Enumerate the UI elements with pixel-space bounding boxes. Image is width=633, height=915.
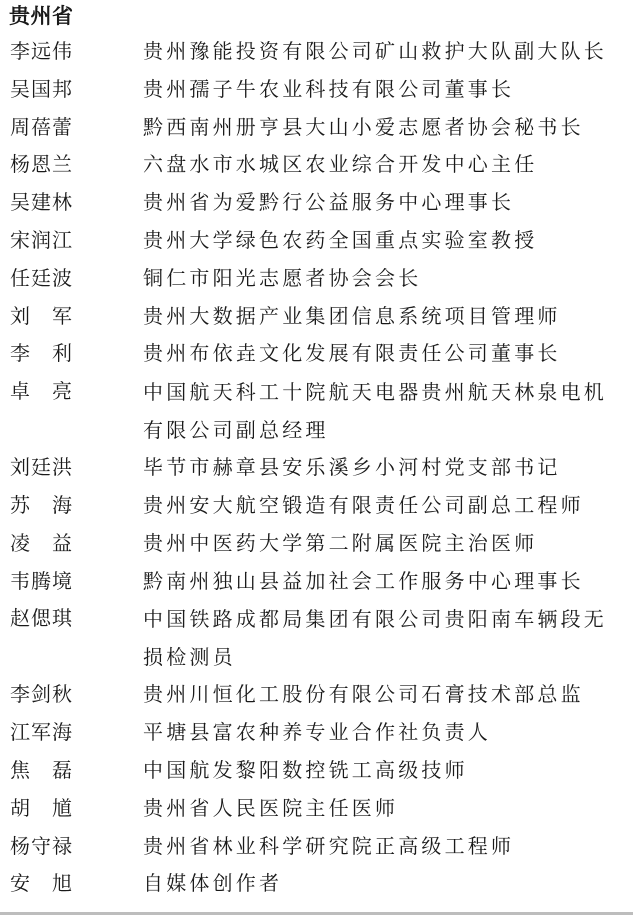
- honoree-title: 中国航发黎阳数控铣工高级技师: [143, 757, 468, 782]
- list-item: [0, 487, 633, 525]
- honoree-title: 中国铁路成都局集团有限公司贵阳南车辆段无损检测员: [143, 607, 607, 670]
- list-item: [0, 298, 633, 336]
- honoree-name: 李 利: [10, 341, 73, 366]
- honoree-title: 平塘县富农种养专业合作社负责人: [143, 720, 491, 745]
- list-item: [0, 563, 633, 601]
- honoree-list: [0, 33, 633, 903]
- honoree-name: 吴建林: [10, 190, 73, 215]
- list-item: [0, 828, 633, 866]
- list-item: [0, 33, 633, 71]
- list-item: [0, 71, 633, 109]
- honoree-name: 刘廷洪: [10, 455, 73, 480]
- honoree-title: 自媒体创作者: [143, 871, 283, 896]
- list-item: [0, 146, 633, 184]
- honoree-title: 贵州省为爱黔行公益服务中心理事长: [143, 190, 515, 215]
- list-item: [0, 222, 633, 260]
- list-item: [0, 600, 633, 676]
- honoree-title: 贵州孺子牛农业科技有限公司董事长: [143, 76, 515, 101]
- honoree-name: 李剑秋: [10, 682, 73, 707]
- list-item: [0, 752, 633, 790]
- honoree-title: 六盘水市水城区农业综合开发中心主任: [143, 152, 538, 177]
- section-title: 贵州省: [9, 4, 74, 28]
- list-item: [0, 525, 633, 563]
- honoree-title: 铜仁市阳光志愿者协会会长: [143, 265, 422, 290]
- list-item: [0, 335, 633, 373]
- honoree-title: 贵州省人民医院主任医师: [143, 795, 399, 820]
- list-item: [0, 260, 633, 298]
- honoree-name: 韦腾境: [10, 568, 73, 593]
- list-item: [0, 373, 633, 449]
- honoree-name: 任廷波: [10, 265, 73, 290]
- honoree-title: 贵州豫能投资有限公司矿山救护大队副大队长: [143, 39, 607, 63]
- honoree-name: 苏 海: [10, 492, 73, 517]
- honoree-title: 贵州省林业科学研究院正高级工程师: [143, 833, 515, 858]
- list-item: [0, 676, 633, 714]
- honoree-title: 贵州大学绿色农药全国重点实验室教授: [143, 227, 538, 252]
- honoree-name: 杨恩兰: [10, 152, 73, 177]
- honoree-name: 胡 馗: [10, 795, 73, 820]
- honoree-title: 毕节市赫章县安乐溪乡小河村党支部书记: [143, 455, 561, 480]
- list-item: [0, 449, 633, 487]
- honoree-name: 宋润江: [10, 227, 73, 252]
- list-item: [0, 184, 633, 222]
- list-item: [0, 109, 633, 147]
- list-item: [0, 790, 633, 828]
- honoree-name: 安 旭: [10, 871, 73, 896]
- list-item: [0, 714, 633, 752]
- honoree-title: 贵州中医药大学第二附属医院主治医师: [143, 530, 538, 555]
- honoree-title: 黔西南州册亨县大山小爱志愿者协会秘书长: [143, 114, 584, 139]
- honoree-name: 周蓓蕾: [10, 114, 73, 139]
- honoree-name: 李远伟: [10, 39, 73, 63]
- honoree-title: 贵州布依垚文化发展有限责任公司董事长: [143, 341, 561, 366]
- honoree-title: 贵州大数据产业集团信息系统项目管理师: [143, 303, 561, 328]
- honoree-title: 中国航天科工十院航天电器贵州航天林泉电机有限公司副总经理: [143, 380, 607, 443]
- honoree-name: 卓 亮: [10, 379, 73, 404]
- honoree-name: 杨守禄: [10, 833, 73, 858]
- honoree-name: 江军海: [10, 720, 73, 745]
- honoree-title: 黔南州独山县益加社会工作服务中心理事长: [143, 568, 584, 593]
- honoree-name: 凌 益: [10, 530, 73, 555]
- honoree-name: 焦 磊: [10, 757, 73, 782]
- honoree-name: 赵偲琪: [10, 606, 73, 631]
- honoree-name: 吴国邦: [10, 76, 73, 101]
- honoree-title: 贵州川恒化工股份有限公司石膏技术部总监: [143, 682, 584, 707]
- honoree-name: 刘 军: [10, 303, 73, 328]
- honoree-title: 贵州安大航空锻造有限责任公司副总工程师: [143, 492, 584, 517]
- list-item: [0, 865, 633, 903]
